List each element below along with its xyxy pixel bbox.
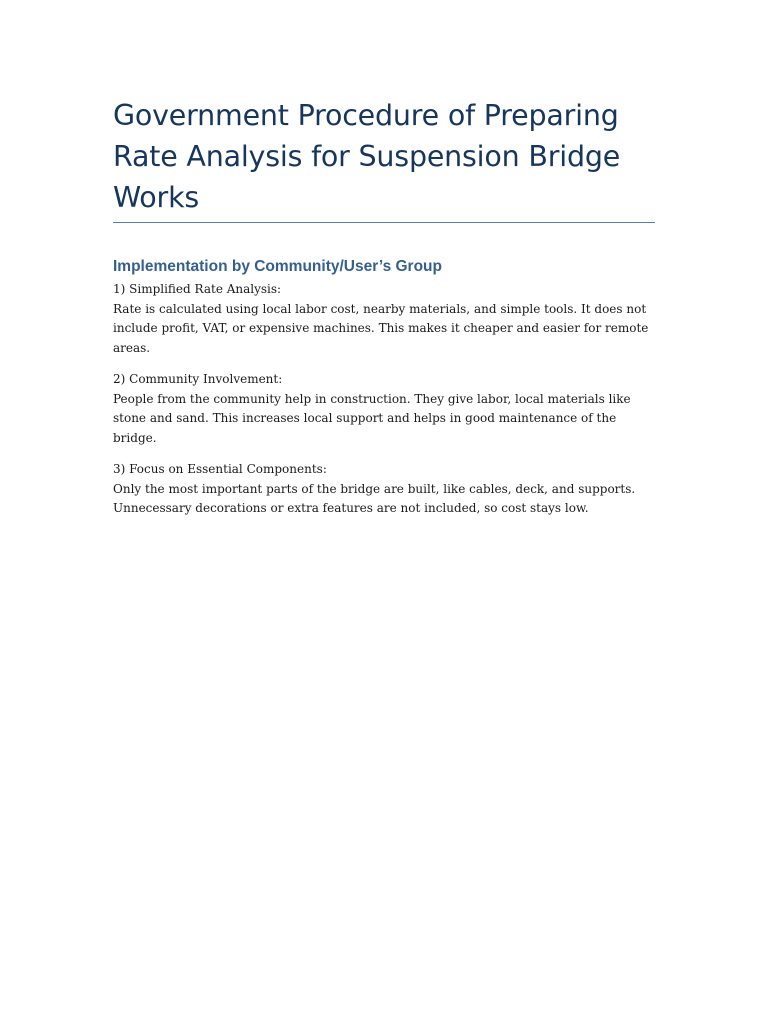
item-heading: 1) Simplified Rate Analysis: <box>113 282 282 296</box>
item-body: People from the community help in construction. They give labor, local materials like stone and sand. This increases local support and helps in good maintenance of the bridge. <box>113 391 631 445</box>
list-item <box>113 460 655 519</box>
list-item <box>113 370 655 448</box>
section-heading: Implementation by Community/User’s Group <box>113 258 442 275</box>
document-title: Government Procedure of Preparing Rate Analysis for Suspension Bridge Works <box>113 99 621 214</box>
list-item <box>113 280 655 358</box>
item-body: Rate is calculated using local labor cost, nearby materials, and simple tools. It does not include profit, VAT, or expensive machines. This makes it cheaper and easier for remote areas. <box>113 301 649 355</box>
title-divider <box>113 222 655 223</box>
item-heading: 3) Focus on Essential Components: <box>113 462 327 476</box>
document-page <box>113 95 655 531</box>
item-heading: 2) Community Involvement: <box>113 372 283 386</box>
item-body: Only the most important parts of the bridge are built, like cables, deck, and supports. Unnecessary decorations or extra features are not included, so cost stays low. <box>113 481 636 515</box>
